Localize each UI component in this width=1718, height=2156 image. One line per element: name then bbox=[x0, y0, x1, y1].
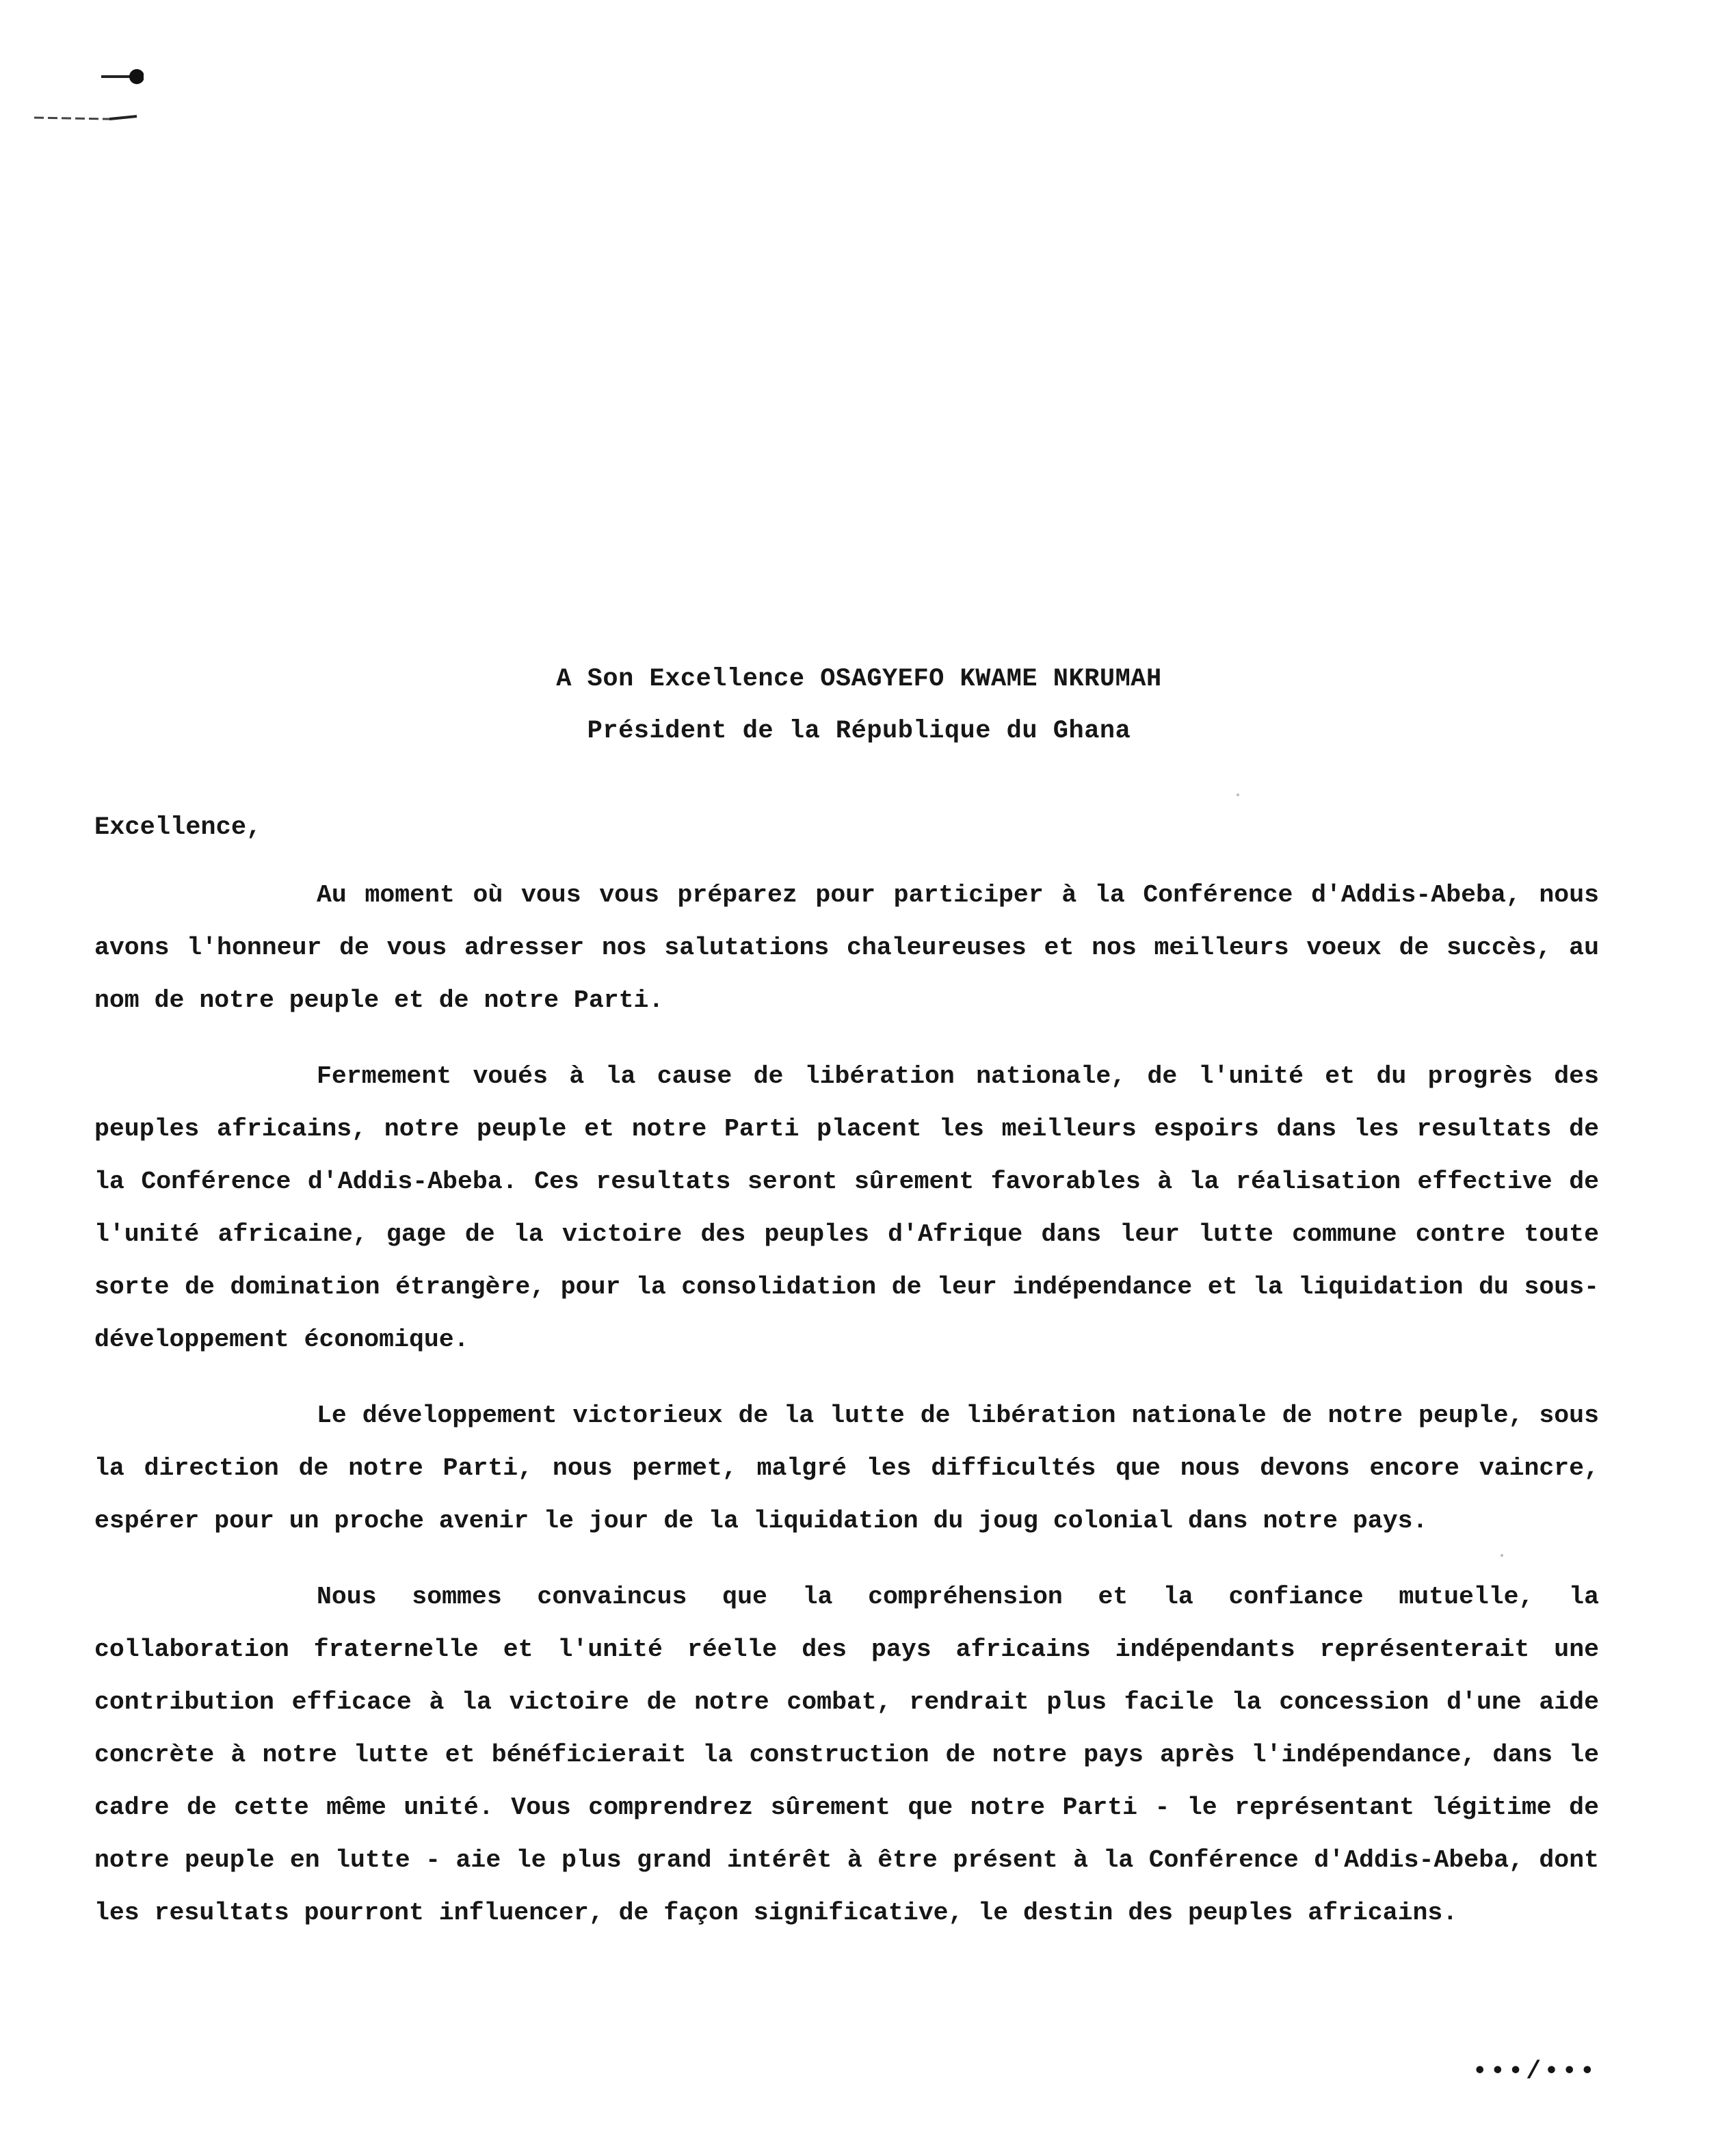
addressee-block bbox=[0, 653, 1718, 757]
paragraph-4: Nous sommes convaincus que la compréhension et la confiance mutuelle, la collaboration fraternelle et l'unité réelle des pays africains indépendants représenterait une contribution efficace à la victoire de notre combat, rendrait plus facile la concession d'une aide concrète à notre lutte et bénéficierait la construction de notre pays après l'indépendance, dans le cadre de cette même unité. Vous comprendrez sûrement que notre Parti - le représentant légitime de notre peuple en lutte - aie le plus grand intérêt à être présent à la Conférence d'Addis-Abeba, dont les resultats pourront influencer, de façon significative, le destin des peuples africains. bbox=[94, 1583, 1599, 1927]
addressee-name: A Son Excellence OSAGYEFO KWAME NKRUMAH bbox=[556, 665, 1162, 694]
salutation: Excellence, bbox=[94, 813, 262, 842]
paragraph-3: Le développement victorieux de la lutte de libération nationale de notre peuple, sous la direction de notre Parti, nous permet, malgré les difficultés que nous devons encore vaincre, espérer pour un proche avenir le jour de la liquidation du joug colonial dans notre pays. bbox=[94, 1402, 1599, 1535]
binding-mark-icon bbox=[27, 62, 144, 137]
letter-body bbox=[94, 869, 1599, 1939]
paragraph-2: Fermement voués à la cause de libération nationale, de l'unité et du progrès des peuples africains, notre peuple et notre Parti placent les meilleurs espoirs dans les resultats de la Conférence d'Addis-Abeba. Ces resultats seront sûrement favorables à la réalisation effective de l'unité africaine, gage de la victoire des peuples d'Afrique dans leur lutte commune contre toute sorte de domination étrangère, pour la consolidation de leur indépendance et la liquidation du sous-développement économique. bbox=[94, 1062, 1599, 1354]
page-continuation-mark: •••/••• bbox=[1472, 2058, 1598, 2086]
paper-speck bbox=[1237, 793, 1239, 796]
addressee-title: Président de la République du Ghana bbox=[587, 717, 1131, 746]
paragraph-1: Au moment où vous vous préparez pour participer à la Conférence d'Addis-Abeba, nous avons l'honneur de vous adresser nos salutations chaleureuses et nos meilleurs voeux de succès, au nom de notre peuple et de notre Parti. bbox=[94, 881, 1599, 1014]
paper-speck bbox=[1501, 1554, 1503, 1557]
